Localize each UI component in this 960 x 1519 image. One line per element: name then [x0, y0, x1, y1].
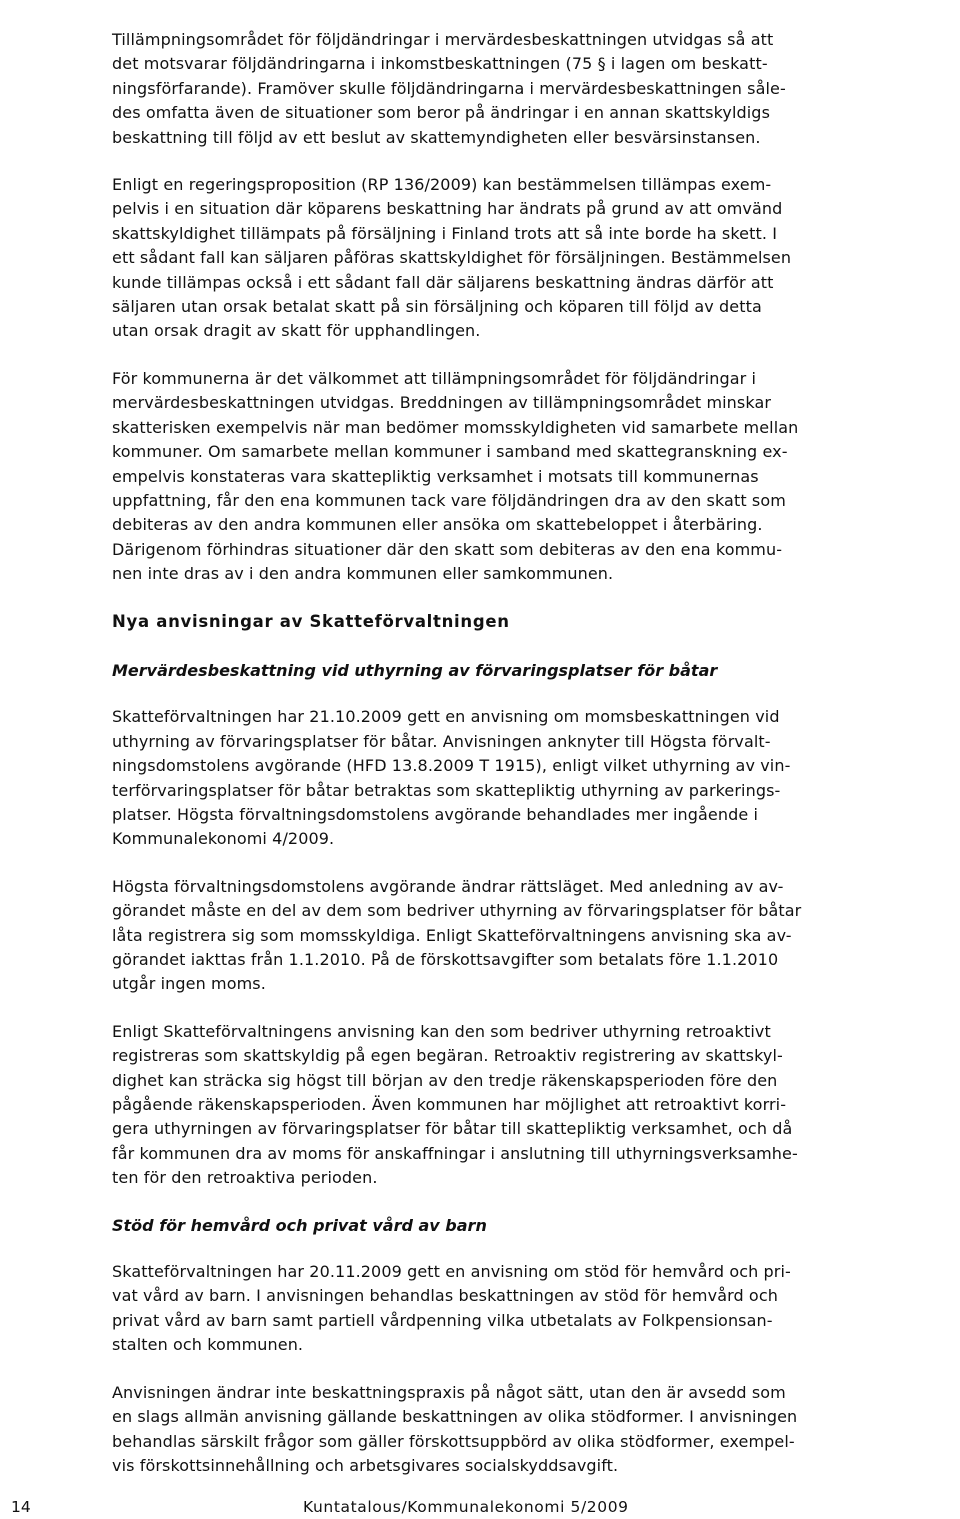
text-line: Tillämpningsområdet för följdändringar i mervärdesbeskattningen utvidgas så att — [112, 30, 774, 49]
text-line: pågående räkenskapsperioden. Även kommunen har möjlighet att retroaktivt korri- — [112, 1095, 787, 1115]
paragraph-retroactive-registration — [112, 1020, 937, 1191]
text-line: behandlas särskilt frågor som gäller förskottsuppbörd av olika stödformer, exempel- — [112, 1431, 795, 1451]
text-line: debiteras av den andra kommunen eller ansöka om skattebeloppet i återbäring. — [112, 515, 763, 535]
text-line: kommuner. Om samarbete mellan kommuner i samband med skattegranskning ex- — [112, 442, 788, 462]
paragraph-government-proposal — [112, 173, 937, 344]
text-line: vis förskottsinnehållning och arbetsgivares socialskyddsavgift. — [112, 1455, 619, 1475]
text-line: pelvis i en situation där köparens beskattning har ändrats på grund av att omvänd — [112, 199, 783, 219]
text-line: görandet iakttas från 1.1.2010. På de förskottsavgifter som betalats före 1.1.2010 — [112, 950, 779, 969]
text-line: kunde tillämpas också i ett sådant fall där säljarens beskattning ändras därför att — [112, 272, 774, 292]
subsection-title-child-care: Stöd för hemvård och privat vård av barn — [112, 1215, 487, 1235]
paragraph-municipalities — [112, 367, 937, 587]
text-line: empelvis konstateras vara skattepliktig verksamhet i motsats till kommunernas — [112, 466, 759, 486]
text-line: skatterisken exempelvis när man bedömer momsskyldigheten vid samarbete mellan — [112, 417, 799, 437]
text-line: Skatteförvaltningen har 20.11.2009 gett en anvisning om stöd för hemvård och pri- — [112, 1262, 791, 1282]
section-heading: Nya anvisningar av Skatteförvaltningen — [112, 611, 510, 631]
text-line: säljaren utan orsak betalat skatt på sin försäljning och köparen till följd av detta — [112, 297, 762, 317]
document-body — [112, 28, 937, 1501]
publication-title: Kuntatalous/Kommunalekonomi 5/2009 — [303, 1498, 629, 1516]
text-line: utan orsak dragit av skatt för upphandlingen. — [112, 321, 481, 341]
text-line: Enligt Skatteförvaltningens anvisning kan den som bedriver uthyrning retroaktivt — [112, 1021, 771, 1041]
text-line: uppfattning, får den ena kommunen tack vare följdändringen dra av den skatt som — [112, 490, 786, 510]
text-line: ten för den retroaktiva perioden. — [112, 1168, 378, 1188]
text-line: ningsförfarande). Framöver skulle följdändringarna i mervärdesbeskattningen såle- — [112, 78, 786, 98]
paragraph-boat-storage-guidance — [112, 705, 937, 851]
text-line: terförvaringsplatser för båtar betraktas som skattepliktig uthyrning av parkerings- — [112, 780, 781, 800]
paragraph-taxation-practice — [112, 1381, 937, 1479]
text-line: platser. Högsta förvaltningsdomstolens avgörande behandlades mer ingående i — [112, 804, 759, 824]
text-line: utgår ingen moms. — [112, 974, 266, 994]
text-line: För kommunerna är det välkommet att tillämpningsområdet för följdändringar i — [112, 368, 757, 388]
text-line: Skatteförvaltningen har 21.10.2009 gett en anvisning om momsbeskattningen vid — [112, 707, 780, 727]
text-line: beskattning till följd av ett beslut av skattemyndigheten eller besvärsinstansen. — [112, 127, 761, 147]
text-line: ett sådant fall kan säljaren påföras skattskyldighet för försäljningen. Bestämmelsen — [112, 248, 792, 268]
text-line: låta registrera sig som momsskyldiga. Enligt Skatteförvaltningens anvisning ska av- — [112, 925, 792, 945]
text-line: Enligt en regeringsproposition (RP 136/2009) kan bestämmelsen tillämpas exem- — [112, 175, 772, 195]
text-line: stalten och kommunen. — [112, 1335, 304, 1355]
paragraph-child-care-guidance — [112, 1260, 937, 1358]
text-line: ningsdomstolens avgörande (HFD 13.8.2009 T 1915), enligt vilket uthyrning av vin- — [112, 756, 791, 776]
subsection-title-boat-storage: Mervärdesbeskattning vid uthyrning av förvaringsplatser för båtar — [112, 660, 718, 680]
text-line: dighet kan sträcka sig högst till början av den tredje räkenskapsperioden före den — [112, 1070, 778, 1090]
text-line: får kommunen dra av moms för anskaffningar i anslutning till uthyrningsverksamhe- — [112, 1143, 798, 1163]
text-line: Därigenom förhindras situationer där den skatt som debiteras av den ena kommu- — [112, 539, 783, 559]
text-line: Högsta förvaltningsdomstolens avgörande ändrar rättsläget. Med anledning av av- — [112, 876, 784, 896]
paragraph-court-ruling — [112, 875, 937, 997]
text-line: registreras som skattskyldig på egen begäran. Retroaktiv registrering av skattskyl- — [112, 1046, 783, 1066]
text-line: skattskyldighet tillämpats på försäljning i Finland trots att så inte borde ha skett. I — [112, 223, 778, 243]
text-line: mervärdesbeskattningen utvidgas. Breddningen av tillämpningsområdet minskar — [112, 393, 772, 413]
text-line: uthyrning av förvaringsplatser för båtar. Anvisningen anknyter till Högsta förvalt- — [112, 731, 771, 751]
text-line: det motsvarar följdändringarna i inkomstbeskattningen (75 § i lagen om beskatt- — [112, 54, 768, 74]
text-line: vat vård av barn. I anvisningen behandlas beskattningen av stöd för hemvård och — [112, 1286, 778, 1306]
text-line: des omfatta även de situationer som beror på ändringar i en annan skattskyldigs — [112, 103, 771, 123]
text-line: en slags allmän anvisning gällande beskattningen av olika stödformer. I anvisningen — [112, 1407, 798, 1427]
text-line: privat vård av barn samt partiell vårdpenning vilka utbetalats av Folkpensionsan- — [112, 1310, 773, 1330]
text-line: Anvisningen ändrar inte beskattningspraxis på något sätt, utan den är avsedd som — [112, 1382, 786, 1402]
text-line: gera uthyrningen av förvaringsplatser för båtar till skattepliktig verksamhet, och då — [112, 1119, 793, 1139]
text-line: görandet måste en del av dem som bedriver uthyrning av förvaringsplatser för båtar — [112, 901, 802, 921]
text-line: Kommunalekonomi 4/2009. — [112, 829, 335, 849]
text-line: nen inte dras av i den andra kommunen eller samkommunen. — [112, 564, 614, 584]
page-number: 14 — [11, 1498, 31, 1516]
paragraph-followup-scope — [112, 28, 937, 150]
